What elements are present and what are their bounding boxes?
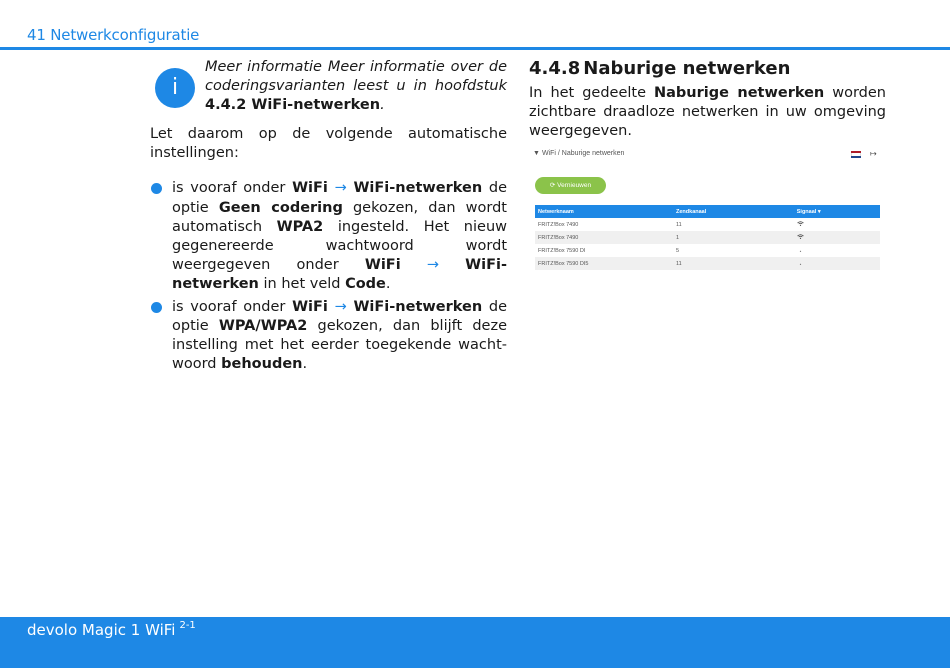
network-name: FRITZ!Box 7490 bbox=[538, 221, 579, 228]
header-title: 41 Netwerkconfiguratie bbox=[27, 26, 200, 44]
column-header[interactable]: Netwerknaam bbox=[535, 205, 673, 218]
channel: 5 bbox=[676, 247, 680, 254]
left-column bbox=[150, 58, 507, 377]
section-heading: 4.4.8 Naburige netwerken bbox=[529, 58, 791, 79]
wifi-weak-icon bbox=[794, 257, 880, 270]
footer-product: devolo Magic 1 WiFi $^{2-1}$ bbox=[27, 620, 196, 639]
column-header[interactable]: Zendkanaal bbox=[673, 205, 794, 218]
bullet-icon bbox=[151, 183, 162, 194]
list-item: is vooraf onder WiFi → WiFi-netwerken de optie WPA/WPA2 gekozen, dan blijft deze instelling met het eerder toegekende wachtwoord behouden. bbox=[150, 298, 507, 375]
arrow-right-icon: → bbox=[334, 298, 347, 315]
network-name: FRITZ!Box 7590 DI5 bbox=[535, 257, 673, 270]
channel: 11 bbox=[673, 257, 794, 270]
info-box bbox=[150, 58, 507, 118]
intro-paragraph: Let daarom op de volgende automatische instellingen: bbox=[150, 126, 507, 162]
flag-nl-icon[interactable] bbox=[851, 151, 861, 158]
network-name: FRITZ!Box 7590 DI bbox=[538, 247, 586, 254]
networks-table bbox=[535, 205, 880, 270]
page-header bbox=[0, 0, 950, 50]
section-paragraph: In het gedeelte Naburige netwerken worden zichtbare draadloze netwerken in uw omgeving weergegeven. bbox=[529, 85, 886, 140]
refresh-button[interactable]: ⟳ Vernieuwen bbox=[535, 177, 606, 194]
arrow-right-icon: → bbox=[426, 257, 439, 274]
bullet-icon bbox=[151, 302, 162, 313]
table-row[interactable] bbox=[535, 231, 880, 244]
wifi-weak-icon bbox=[794, 244, 880, 257]
logout-icon[interactable]: ↦ bbox=[870, 149, 877, 158]
table-row[interactable] bbox=[535, 257, 880, 270]
breadcrumb: ▼ WiFi / Naburige netwerken bbox=[533, 150, 625, 157]
table-row[interactable] bbox=[535, 218, 880, 231]
info-text: Meer informatie Meer informatie over de coderingsvarianten leest u in hoofdstuk 4.4.2 WiFi-netwerken. bbox=[205, 59, 507, 113]
info-icon: i bbox=[155, 68, 195, 108]
footer-version: 2-1 bbox=[179, 620, 196, 631]
page-footer bbox=[0, 617, 950, 668]
list-item: is vooraf onder WiFi → WiFi-netwerken de optie Geen codering gekozen, dan wordt automatisch WPA2 ingesteld. Het nieuw gegenereerde wachtwoord wordt weergegeven onder WiFi → WiFi-netwerken in het veld Code. bbox=[150, 179, 507, 294]
sort-indicator-icon: ▾ bbox=[817, 208, 821, 215]
refresh-icon: ⟳ bbox=[549, 182, 556, 189]
wifi-strong-icon bbox=[794, 231, 880, 244]
network-name: FRITZ!Box 7490 bbox=[535, 231, 673, 244]
wifi-strong-icon bbox=[794, 218, 880, 231]
arrow-right-icon: → bbox=[334, 180, 347, 197]
column-header[interactable]: Signaal ▾ bbox=[794, 205, 880, 218]
table-row[interactable] bbox=[535, 244, 880, 257]
right-column bbox=[529, 58, 886, 142]
neighbor-networks-screenshot bbox=[529, 146, 886, 276]
settings-list bbox=[150, 179, 507, 374]
channel: 1 bbox=[673, 231, 794, 244]
channel: 11 bbox=[676, 221, 682, 228]
header-rule bbox=[0, 47, 950, 50]
wifi-icon: ▼ bbox=[533, 150, 540, 157]
